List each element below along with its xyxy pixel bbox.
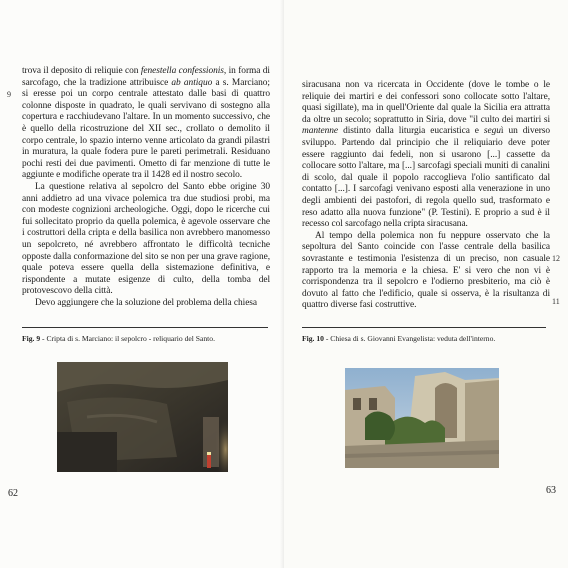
paragraph-text: , in forma di sarcofago, che la tradizione attribuisce xyxy=(22,66,270,88)
caption-text: - Chiesa di s. Giovanni Evangelista: veduta dell'interno. xyxy=(323,334,496,343)
figure-caption xyxy=(302,334,495,344)
paragraph-text: a s. Marciano; si eresse poi un corpo centrale attestato dalle basi di quattro colonne disposte in quadrato, le quali servivano di sostegno alla copertura e racchiudevano l'altare. In un momento successivo, che è quello della ricostruzione del XII sec., crollato o demolito il corpo centrale, lo spazio interno venne articolato da grandi pilastri in muratura, la quale fodera pure le pareti perimetrali. Residuano pochi resti dei due pavimenti. Ometto di far menzione di tutte le aggiunte e modifiche operate tra il 1428 ed il nostro secolo. xyxy=(22,77,270,181)
church-photo xyxy=(345,368,499,468)
italic-text: fenestella confessionis xyxy=(140,66,224,76)
paragraph-text: ì un diverso sviluppo. Partendo dal principio che il reliquiario deve poter essere raggiunto dai fedeli, non si usarono [...] cassette da collocare sotto l'altare, ma [...] sarcofagi speciali muniti di canalini di scolo, dal quale il popolo raccoglieva l'olio santificato dal contatto [...]. I sarcofagi venivano esposti alla venerazione in uno degli ambienti dei pastofori, di regola quello sud, trasformato e reso adatto alla nuova funzione" (P. Testini). E proprio a sud è il recesso col sarcofago nella cripta siracusana. xyxy=(302,126,551,230)
figure-caption xyxy=(22,334,215,344)
paragraph-text: Al tempo della polemica non fu neppure osservato che la sepoltura del Santo coincide con l'asse centrale della basilica sovrastante e testimonia l'esistenza di un preciso, non casuale rapporto tra la memoria e la chiesa. E' si vero che non vi è corrispondenza tra il sepolcro e l'odierno presbiterio, ma ciò è dovuto al fatto che l'edificio, quale si osserva, è la risultanza di quattro diverse fasi costruttive. xyxy=(302,230,550,311)
body-paragraph xyxy=(302,80,550,231)
margin-note: 9 xyxy=(7,90,11,99)
caption-text: - Cripta di s. Marciano: il sepolcro - reliquario del Santo. xyxy=(40,334,215,343)
italic-text: segu xyxy=(483,126,501,137)
right-page xyxy=(284,0,568,568)
paragraph-text: La questione relativa al sepolcro del Santo ebbe origine 30 anni addietro ad una vivace polemica tra due studiosi probi, ma con modeste cognizioni archeologiche. Oggi, dopo le ricerche cui fui sollecitato proprio da quella polemica, è agevole osservare che i costruttori della cripta e della basilica non avrebbero manomesso un sepolcreto, né avrebbero affrontato le difficoltà tecniche opposte dalla conformazione del sito se non per una grave ragione, quale poteva essere quella della sistemazione definitiva, e rispondente a mutate esigenze di culto, della tomba del protovescovo della città. xyxy=(22,181,270,297)
paragraph-text: trova il deposito di reliquie con xyxy=(22,66,141,76)
paragraph-text: Devo aggiungere che la soluzione del problema della chiesa xyxy=(35,297,258,308)
right-body-text xyxy=(302,80,550,312)
italic-text: mantenne xyxy=(302,126,339,137)
caption-rule xyxy=(302,327,546,328)
margin-note: 11 xyxy=(552,297,560,306)
left-body-text xyxy=(22,66,270,309)
body-paragraph xyxy=(22,66,270,182)
italic-text: ab antiquo xyxy=(171,77,213,88)
page-number: 63 xyxy=(546,485,556,496)
page-number: 62 xyxy=(8,488,18,499)
caption-rule xyxy=(22,327,268,328)
paragraph-text: siracusana non va ricercata in Occidente (dove le tombe o le reliquie dei martiri e dei confessori sono collocate sotto l'altare, quasi sigillate), ma in quell'Oriente dal quale la Sicilia era attratta da oltre un secolo; soprattutto in Siria, dove "il culto dei martiri si xyxy=(302,80,550,125)
paragraph-text: distinto dalla liturgia eucaristica e xyxy=(338,126,484,137)
margin-note: 12 xyxy=(552,254,560,263)
caption-label: Fig. 10 xyxy=(302,334,324,343)
body-paragraph xyxy=(302,231,550,312)
body-paragraph xyxy=(22,298,270,310)
caption-label: Fig. 9 xyxy=(22,334,41,343)
crypt-photo xyxy=(57,362,228,472)
body-paragraph xyxy=(22,182,270,298)
